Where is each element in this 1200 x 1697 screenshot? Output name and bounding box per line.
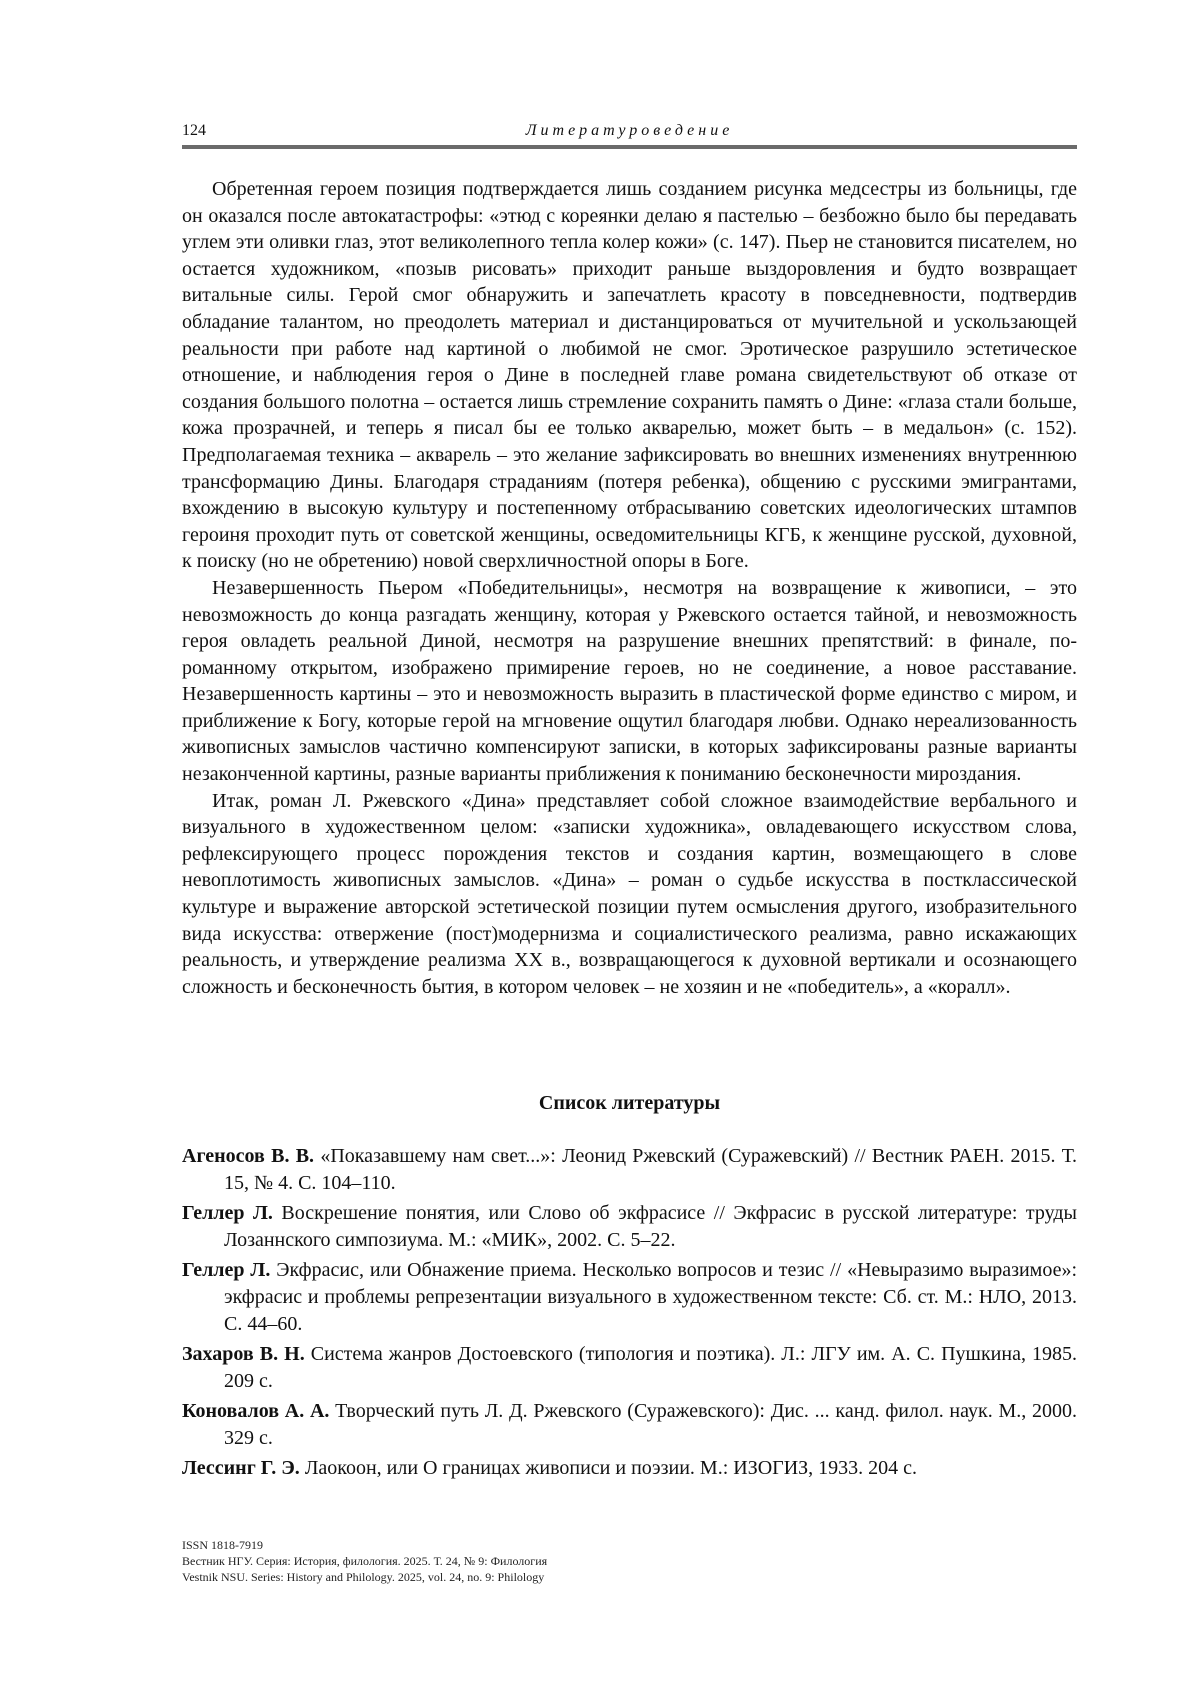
reference-item	[182, 1257, 1077, 1338]
reference-item	[182, 1341, 1077, 1395]
reference-author: Коновалов А. А.	[182, 1400, 330, 1422]
body-text	[182, 176, 1077, 1000]
body-paragraph: Итак, роман Л. Ржевского «Дина» представляет собой сложное взаимодействие вербального и визуального в художественном целом: «записки художника», овладевающего искусством слова, рефлексирующего процесс порождения текстов и создания картин, возмещающего в слове невоплотимость живописных замыслов. «Дина» – роман о судьбе искусства в постклассической культуре и выражение авторской эстетической позиции путем осмысления другого, изобразительного вида искусства: отвержение (пост)модернизма и социалистического реализма, равно искажающих реальность, и утверждение реализма XX в., возвращающегося к духовной вертикали и осознающего сложность и бесконечность бытия, в котором человек – не хозяин и не «победитель», а «коралл».	[182, 789, 1077, 998]
reference-item	[182, 1143, 1077, 1197]
reference-item	[182, 1200, 1077, 1254]
reference-author: Лессинг Г. Э.	[182, 1457, 300, 1479]
reference-author: Захаров В. Н.	[182, 1343, 305, 1365]
references-heading: Список литературы	[538, 1092, 721, 1114]
reference-text: Воскрешение понятия, или Слово об экфрасисе // Экфрасис в русской литературе: труды Лозаннского симпозиума. М.: «МИК», 2002. С. 5–22.	[224, 1202, 1077, 1251]
reference-text: Система жанров Достоевского (типология и поэтика). Л.: ЛГУ им. А. С. Пушкина, 1985. 209 с.	[224, 1343, 1077, 1392]
section-title: Литературоведение	[525, 122, 734, 139]
running-header	[182, 122, 1077, 144]
reference-text: Творческий путь Л. Д. Ржевского (Суражевского): Дис. ... канд. филол. наук. М., 2000. 329 с.	[224, 1400, 1077, 1449]
page-footer	[182, 1537, 882, 1585]
body-paragraph: Незавершенность Пьером «Победительницы», несмотря на возвращение к живописи, – это невозможность до конца разгадать женщину, которая у Ржевского остается тайной, и невозможность героя овладеть реальной Диной, несмотря на разрушение внешних препятствий: в финале, по-романному открытом, изображено примирение героев, но не соединение, а новое расставание. Незавершенность картины – это и невозможность выразить в пластической форме единство с миром, и приближение к Богу, которые герой на мгновение ощутил благодаря любви. Однако нереализованность живописных замыслов частично компенсируют записки, в которых зафиксированы разные варианты незаконченной картины, разные варианты приближения к пониманию бесконечности мироздания.	[182, 576, 1077, 786]
footer-journal-en: Vestnik NSU. Series: History and Philology. 2025, vol. 24, no. 9: Philology	[182, 1570, 545, 1584]
reference-author: Геллер Л.	[182, 1202, 273, 1224]
reference-item	[182, 1398, 1077, 1452]
page-number: 124	[182, 122, 206, 139]
reference-author: Агеносов В. В.	[182, 1145, 315, 1167]
reference-item	[182, 1455, 1077, 1482]
header-rule	[182, 145, 1077, 149]
reference-text: Экфрасис, или Обнажение приема. Несколько вопросов и тезис // «Невыразимо выразимое»: экфрасис и проблемы репрезентации визуального в художественном тексте: Сб. ст. М.: НЛО, 2013. С. 44–60.	[224, 1259, 1078, 1335]
body-paragraph: Обретенная героем позиция подтверждается лишь созданием рисунка медсестры из больницы, где он оказался после автокатастрофы: «этюд с кореянки делаю я пастелью – безбожно было бы передавать углем эти оливки глаз, этот великолепного тепла колер кожи» (с. 147). Пьер не становится писателем, но остается художником, «позыв рисовать» приходит раньше выздоровления и будто возвращает витальные силы. Герой смог обнаружить и запечатлеть красоту в повседневности, подтвердив обладание талантом, но преодолеть материал и дистанцироваться от мучительной и ускользающей реальности при работе над картиной о любимой не смог. Эротическое разрушило эстетическое отношение, и наблюдения героя о Дине в последней главе романа свидетельствуют об отказе от создания большого полотна – остается лишь стремление сохранить память о Дине: «глаза стали больше, кожа прозрачней, и теперь я писал бы ее только акварелью, может быть – в медальон» (с. 152). Предполагаемая техника – акварель – это желание зафиксировать во внешних изменениях внутреннюю трансформацию Дины. Благодаря страданиям (потеря ребенка), общению с русскими эмигрантами, вхождению в высокую культуру и постепенному отбрасыванию советских идеологических штампов героиня проходит путь от советской женщины, осведомительницы КГБ, к женщине русской, духовной, к поиску (но не обретению) новой сверхличностной опоры в Боге.	[182, 178, 1077, 573]
references-list	[182, 1143, 1077, 1485]
reference-author: Геллер Л.	[182, 1259, 271, 1281]
reference-text: Лаокоон, или О границах живописи и поэзии. М.: ИЗОГИЗ, 1933. 204 с.	[299, 1457, 918, 1479]
footer-journal-ru: Вестник НГУ. Серия: История, филология. 2025. Т. 24, № 9: Филология	[182, 1554, 548, 1568]
footer-issn: ISSN 1818-7919	[182, 1538, 264, 1552]
reference-text: «Показавшему нам свет...»: Леонид Ржевский (Суражевский) // Вестник РАЕН. 2015. Т. 15, № 4. С. 104–110.	[224, 1145, 1077, 1194]
